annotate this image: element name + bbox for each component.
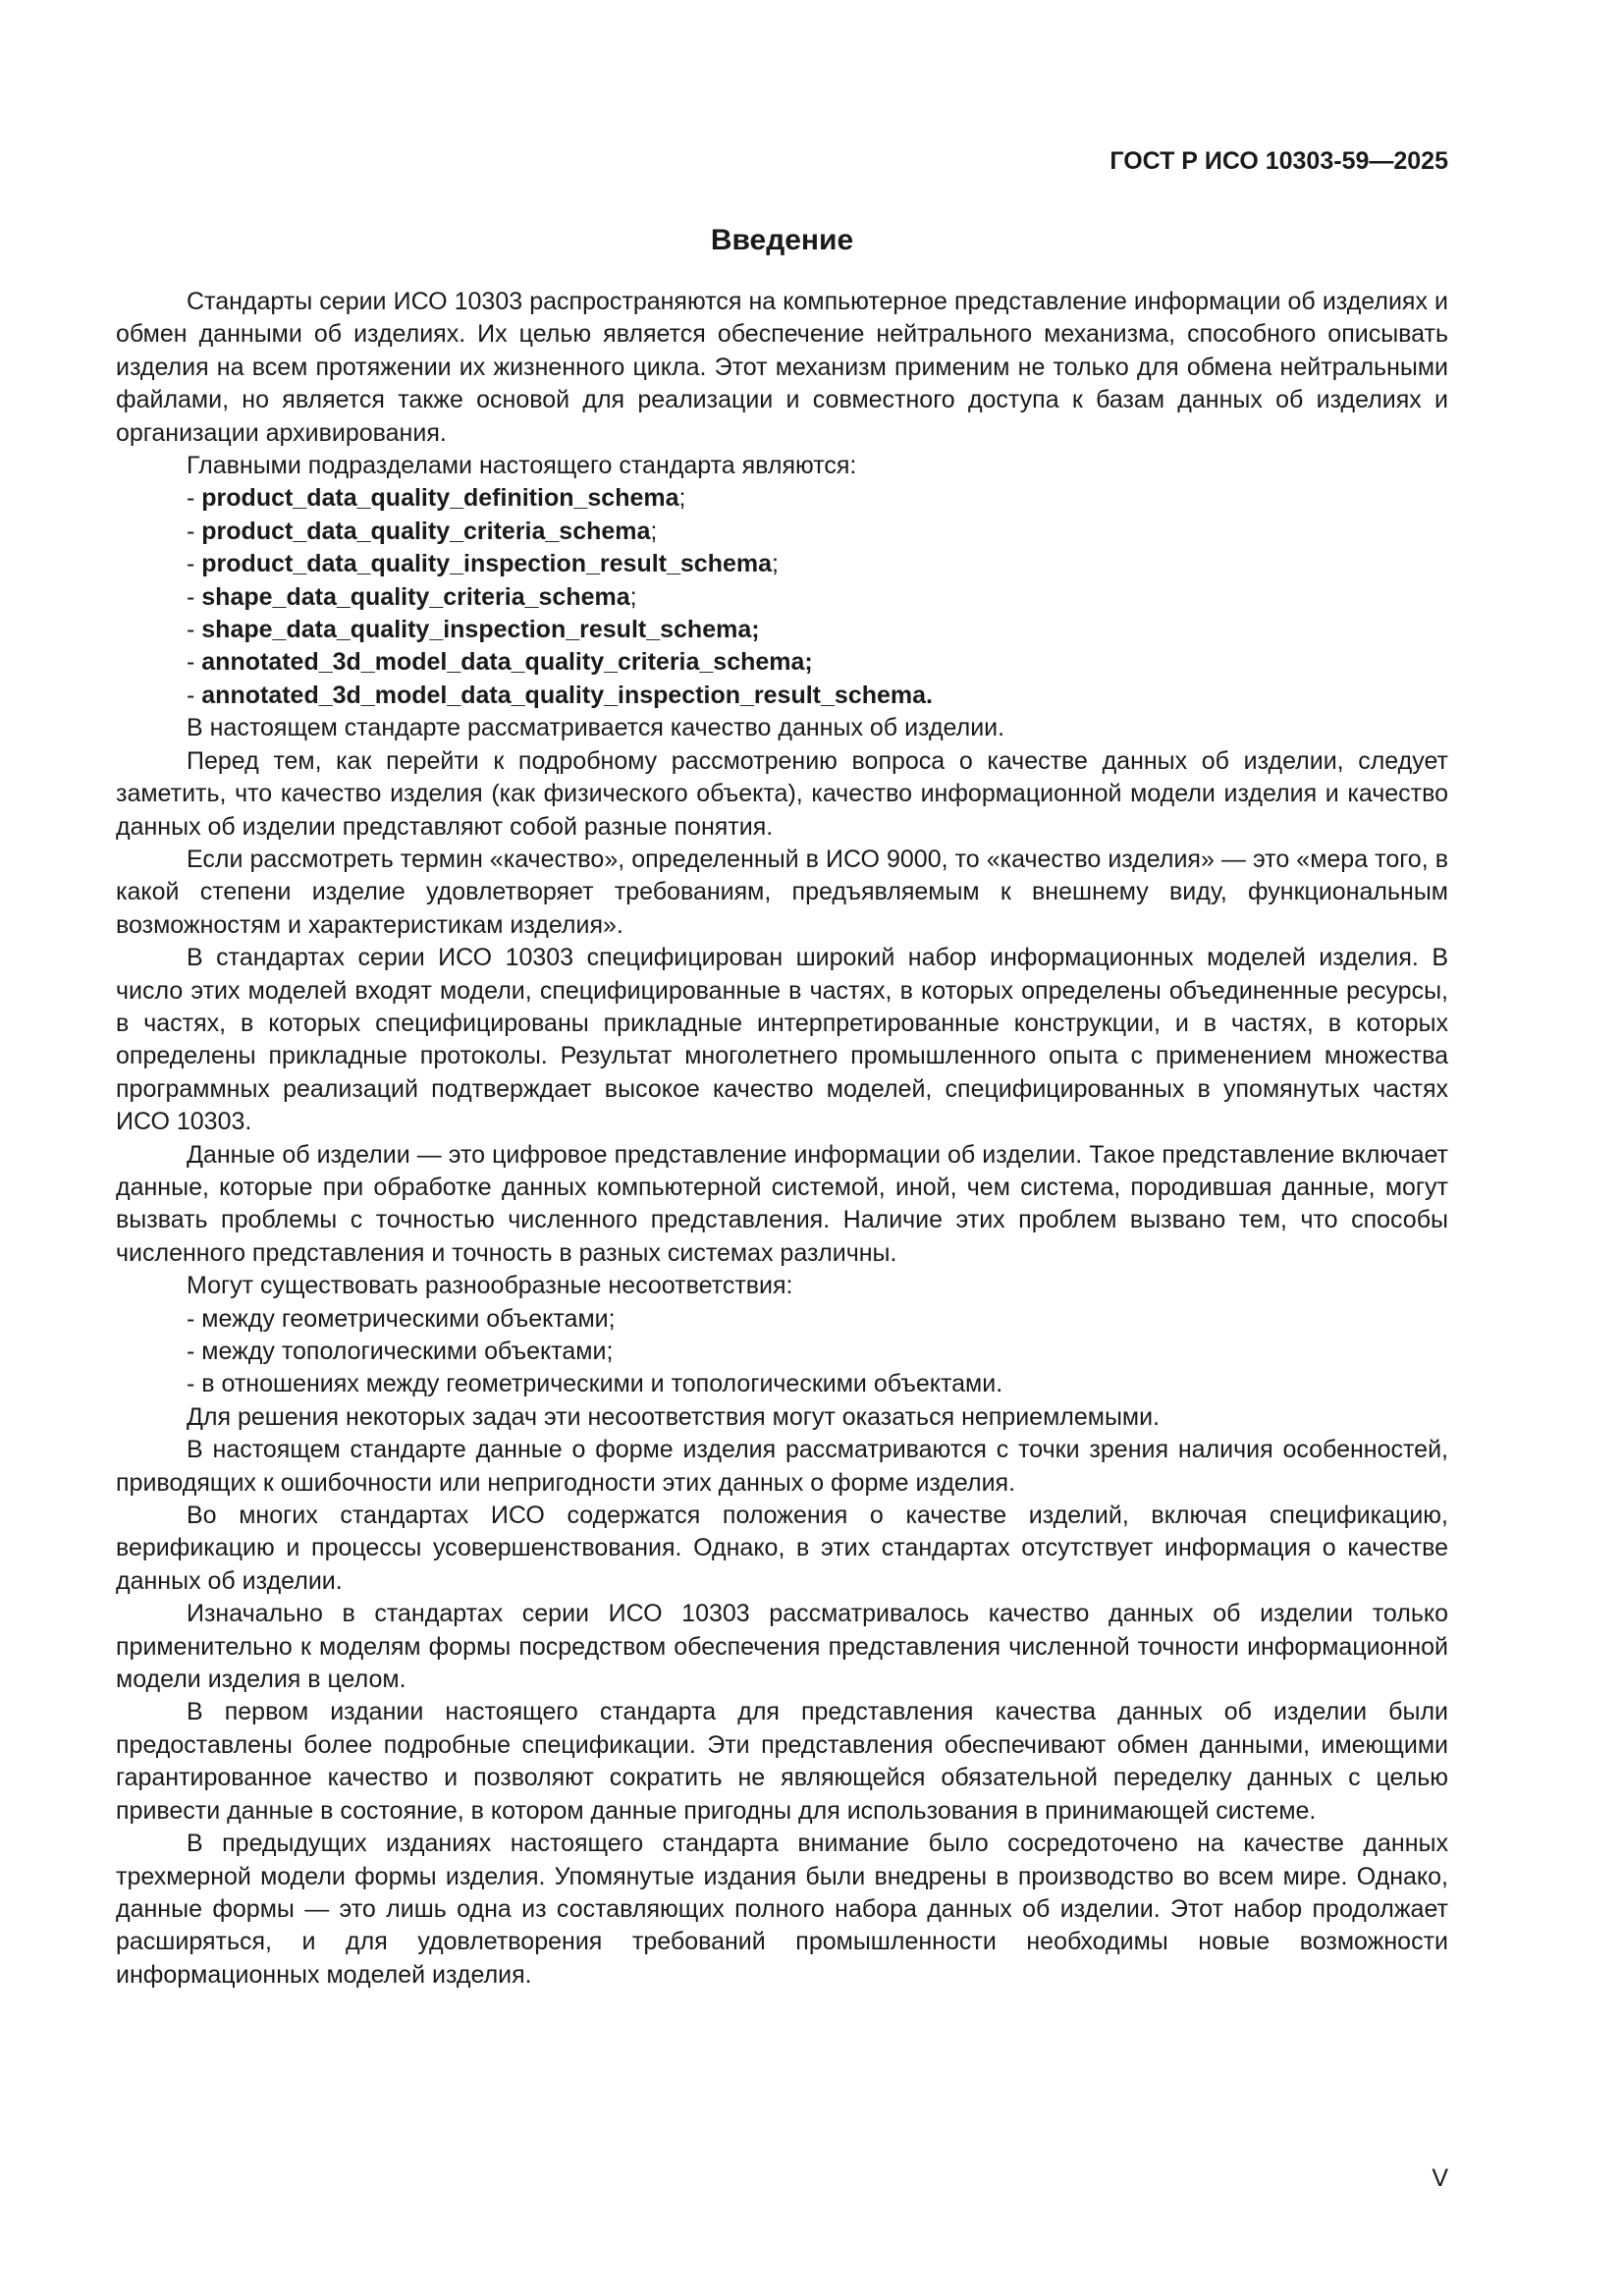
paragraph-quality-concepts: Перед тем, как перейти к подробному рассмотрению вопроса о качестве данных об изделии, следует заметить, что качество изделия (как физического объекта), качество информационной модели изделия и качество данных об изделии представляют собой разные понятия. xyxy=(116,746,1448,841)
mismatch-list-item: - между топологическими объектами; xyxy=(187,1338,614,1365)
schema-name: annotated_3d_model_data_quality_criteria_schema; xyxy=(201,648,813,677)
paragraph-iso9000: Если рассмотреть термин «качество», определенный в ИСО 9000, то «качество изделия» — это «мера того, в какой степени изделие удовлетворяет требованиям, предъявляемым к внешнему виду, функциональным возможностям и характеристикам изделия». xyxy=(116,845,1448,939)
schema-list-item: - shape_data_quality_criteria_schema; xyxy=(187,582,637,611)
paragraph-first-edition: В первом издании настоящего стандарта для представления качества данных об изделии были предоставлены более подробные спецификации. Эти представления обеспечивают обмен данными, имеющими гарантированное качество и позволяют сократить не являющейся обязательной переделку данных с целью привести данные в состояние, в котором данные пригодны для использования в принимающей системе. xyxy=(116,1698,1448,1825)
schema-name: product_data_quality_definition_schema xyxy=(201,484,679,513)
paragraph-intro: Стандарты серии ИСО 10303 распространяются на компьютерное представление информации об изделиях и обмен данными об изделиях. Их целью является обеспечение нейтрального механизма, способного описывать изделия на всем протяжении их жизненного цикла. Этот механизм применим не только для обмена нейтральными файлами, но является также основой для реализации и совместного доступа к базам данных об изделиях и организации архивирования. xyxy=(116,288,1448,447)
schema-name: annotated_3d_model_data_quality_inspection_result_schema. xyxy=(201,681,933,709)
schema-list-item: - product_data_quality_inspection_result_schema; xyxy=(187,550,779,578)
schema-name: product_data_quality_inspection_result_schema xyxy=(201,550,773,578)
schema-name: shape_data_quality_criteria_schema xyxy=(201,582,630,611)
paragraph-iso-standards: Во многих стандартах ИСО содержатся положения о качестве изделий, включая спецификацию, верификацию и процессы усовершенствования. Однако, в этих стандартах отсутствует информация о качестве данных об изделии. xyxy=(116,1502,1448,1595)
paragraph-mismatch-lead: Могут существовать разнообразные несоответствия: xyxy=(187,1272,793,1300)
schema-name: shape_data_quality_inspection_result_schema; xyxy=(201,616,760,644)
schema-list-item: - shape_data_quality_inspection_result_schema; xyxy=(187,616,760,644)
schema-name: product_data_quality_criteria_schema xyxy=(201,517,651,545)
schema-list-item: - annotated_3d_model_data_quality_inspection_result_schema. xyxy=(187,681,933,709)
schema-list-item: - annotated_3d_model_data_quality_criteria_schema; xyxy=(187,648,813,677)
paragraph-subdivisions-lead: Главными подразделами настоящего стандарта являются: xyxy=(187,452,857,480)
paragraph-digital-representation: Данные об изделии — это цифровое представление информации об изделии. Такое представление включает данные, которые при обработке данных компьютерной системой, иной, чем система, породившая данные, могут вызвать проблемы с точностью численного представления. Наличие этих проблем вызвано тем, что способы численного представления и точность в разных системах различны. xyxy=(116,1140,1448,1267)
paragraph-unacceptable: Для решения некоторых задач эти несоответствия могут оказаться неприемлемыми. xyxy=(187,1402,1161,1431)
schema-list-item: - product_data_quality_criteria_schema; xyxy=(187,517,658,545)
schema-list-item: - product_data_quality_definition_schema; xyxy=(187,484,686,513)
paragraph-previous-editions: В предыдущих изданиях настоящего стандарта внимание было сосредоточено на качестве данных трехмерной модели формы изделия. Упомянутые издания были внедрены в производство во всем мире. Однако, данные формы — это лишь одна из составляющих полного набора данных об изделии. Этот набор продолжает расширяться, и для удовлетворения требований промышленности необходимы новые возможности информационных моделей изделия. xyxy=(116,1830,1448,1989)
mismatch-list-item: - в отношениях между геометрическими и топологическими объектами. xyxy=(187,1370,1003,1398)
paragraph-shape-data: В настоящем стандарте данные о форме изделия рассматриваются с точки зрения наличия особенностей, приводящих к ошибочности или непригодности этих данных о форме изделия. xyxy=(116,1436,1448,1497)
paragraph-scope: В настоящем стандарте рассматривается качество данных об изделии. xyxy=(187,714,1005,742)
document-body xyxy=(116,286,1448,1992)
page-number: V xyxy=(1432,2164,1448,2192)
standard-code-header: ГОСТ Р ИСО 10303-59—2025 xyxy=(1109,147,1448,175)
paragraph-initially: Изначально в стандартах серии ИСО 10303 рассматривалось качество данных об изделии только применительно к моделям формы посредством обеспечения представления численной точности информационной модели изделия в целом. xyxy=(116,1600,1448,1694)
mismatch-list-item: - между геометрическими объектами; xyxy=(187,1304,616,1333)
page-title: Введение xyxy=(710,224,854,256)
paragraph-information-models: В стандартах серии ИСО 10303 специфицирован широкий набор информационных моделей изделия. В число этих моделей входят модели, специфицированные в частях, в которых определены объединенные ресурсы, в частях, в которых специфицированы прикладные интерпретированные конструкции, и в частях, в которых определены прикладные протоколы. Результат многолетнего промышленного опыта с применением множества программных реализаций подтверждает высокое качество моделей, специфицированных в упомянутых частях ИСО 10303. xyxy=(116,944,1448,1136)
